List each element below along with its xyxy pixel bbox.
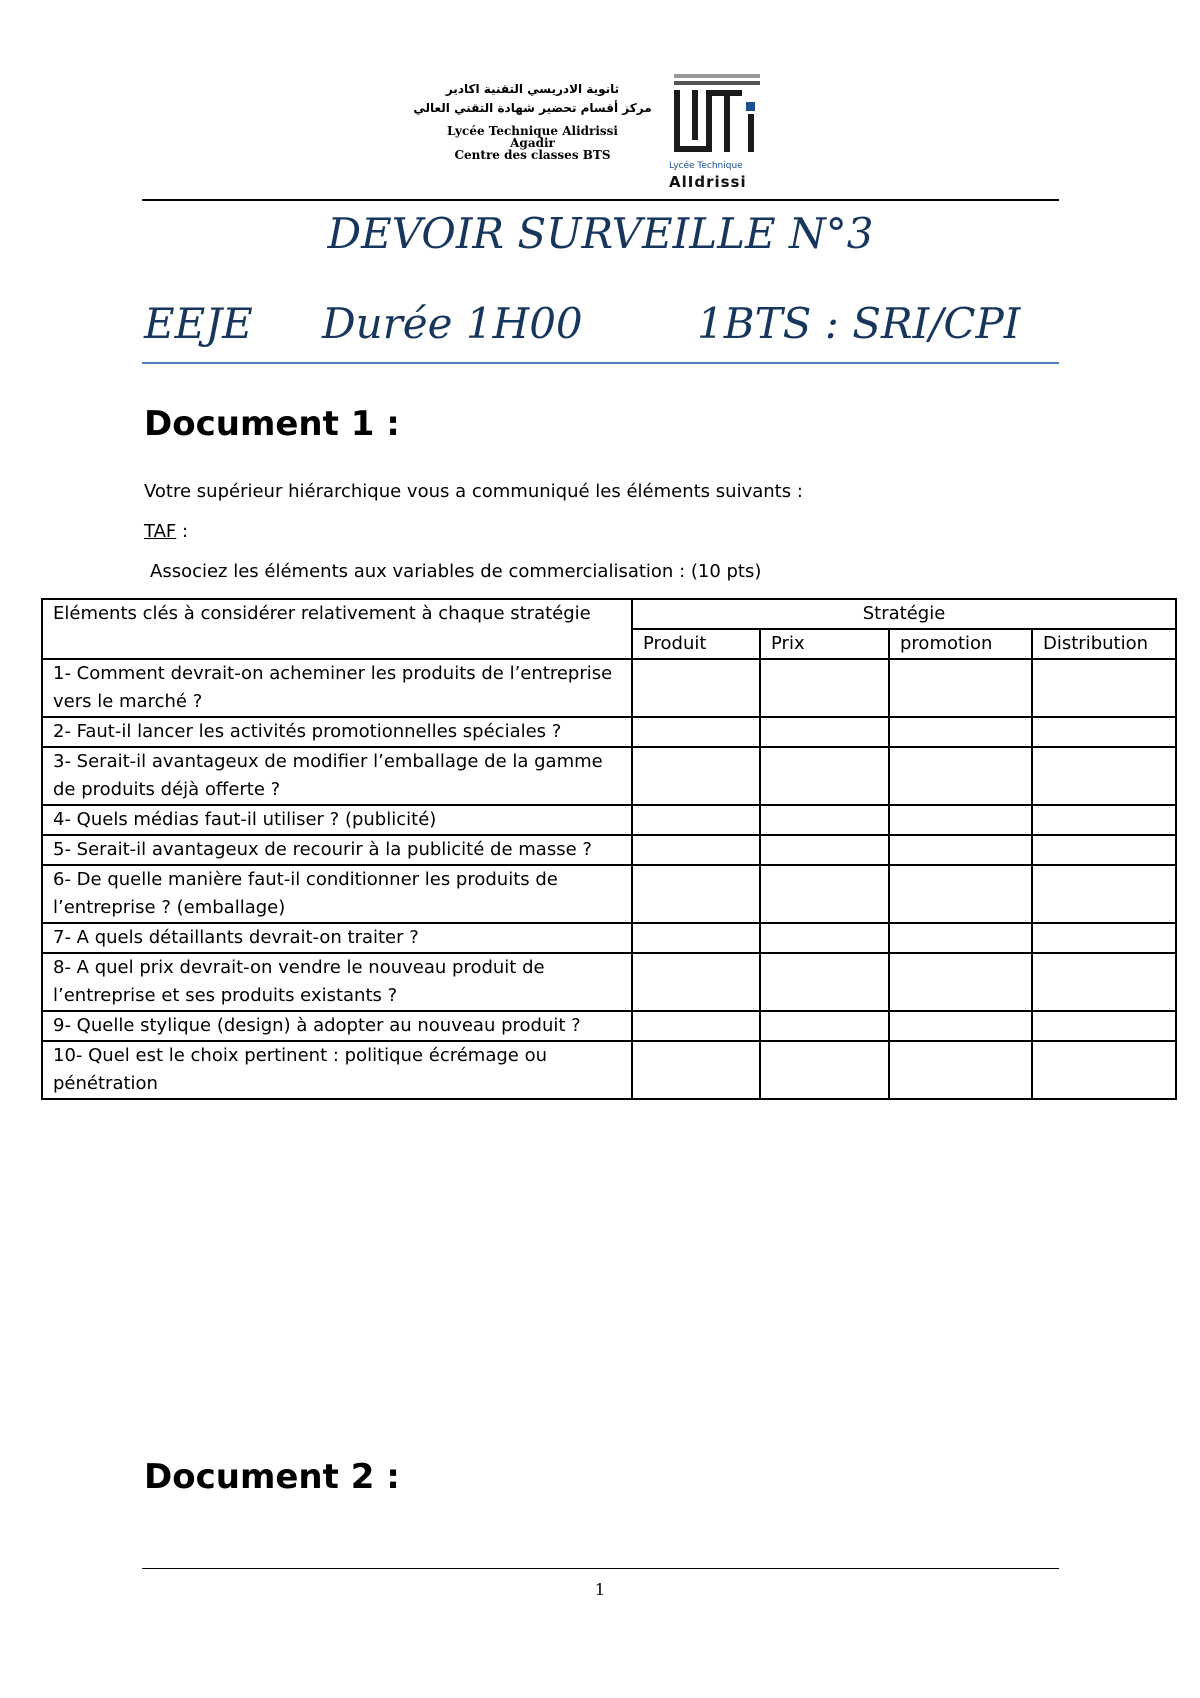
table-row [42,865,1176,923]
intro-text: Votre supérieur hiérarchique vous a communiqué les éléments suivants : [144,481,803,502]
answer-cell-prix[interactable] [760,923,889,953]
answer-cell-promotion[interactable] [889,747,1032,805]
duration-label: Durée 1H00 [322,299,583,348]
answer-cell-prix[interactable] [760,659,889,717]
strategy-header-distribution: Distribution [1032,629,1176,659]
table-row [42,747,1176,805]
title-underline [142,362,1059,364]
answer-cell-produit[interactable] [632,923,760,953]
row-question: 10- Quel est le choix pertinent : politique écrémage ou pénétration [42,1041,632,1099]
answer-cell-distribution[interactable] [1032,1041,1176,1099]
row-question: 8- A quel prix devrait-on vendre le nouveau produit de l’entreprise et ses produits existants ? [42,953,632,1011]
header-french-line-2: Agadir [510,136,555,150]
table-row [42,805,1176,835]
school-header [410,80,655,161]
table-row [42,835,1176,865]
class-label: 1BTS : SRI/CPI [697,299,1021,348]
elements-column-header: Eléments clés à considérer relativement à chaque stratégie [42,599,632,659]
taf-line [144,520,188,544]
answer-cell-distribution[interactable] [1032,747,1176,805]
answer-cell-promotion[interactable] [889,865,1032,923]
answer-cell-produit[interactable] [632,747,760,805]
page-number: 1 [594,1580,606,1599]
row-question: 5- Serait-il avantageux de recourir à la publicité de masse ? [42,835,632,865]
answer-cell-prix[interactable] [760,865,889,923]
answer-cell-distribution[interactable] [1032,835,1176,865]
answer-cell-promotion[interactable] [889,805,1032,835]
answer-cell-produit[interactable] [632,1041,760,1099]
row-question: 6- De quelle manière faut-il conditionner les produits de l’entreprise ? (emballage) [42,865,632,923]
answer-cell-promotion[interactable] [889,1011,1032,1041]
header-arabic-line-2: مركز أقسام تحضير شهادة التقني العالي [413,101,652,115]
answer-cell-produit[interactable] [632,1011,760,1041]
footer-divider [142,1568,1059,1569]
subject-label: EEJE [144,299,253,348]
answer-cell-distribution[interactable] [1032,865,1176,923]
answer-cell-prix[interactable] [760,1041,889,1099]
instruction-text: Associez les éléments aux variables de commercialisation : (10 pts) [150,561,762,582]
logo-caption: Lycée Technique [669,161,743,171]
answer-cell-promotion[interactable] [889,717,1032,747]
answer-cell-prix[interactable] [760,747,889,805]
answer-cell-promotion[interactable] [889,923,1032,953]
strategy-group-header: Stratégie [632,599,1176,629]
page-title: DEVOIR SURVEILLE N°3 [327,209,874,258]
strategy-table [41,598,1177,1100]
header-french-line-1: Lycée Technique Alidrissi [447,124,618,138]
answer-cell-produit[interactable] [632,659,760,717]
taf-suffix: : [176,521,189,542]
answer-cell-distribution[interactable] [1032,717,1176,747]
table-row [42,1041,1176,1099]
header-divider [142,199,1059,201]
answer-cell-prix[interactable] [760,805,889,835]
document-1-heading: Document 1 : [144,404,400,444]
answer-cell-promotion[interactable] [889,1041,1032,1099]
answer-cell-produit[interactable] [632,953,760,1011]
answer-cell-distribution[interactable] [1032,659,1176,717]
row-question: 4- Quels médias faut-il utiliser ? (publicité) [42,805,632,835]
table-row [42,659,1176,717]
answer-cell-distribution[interactable] [1032,923,1176,953]
answer-cell-prix[interactable] [760,1011,889,1041]
answer-cell-distribution[interactable] [1032,1011,1176,1041]
row-question: 2- Faut-il lancer les activités promotionnelles spéciales ? [42,717,632,747]
answer-cell-promotion[interactable] [889,659,1032,717]
logo-name: AlIdrissi [669,173,747,191]
table-row [42,923,1176,953]
answer-cell-produit[interactable] [632,865,760,923]
strategy-header-produit: Produit [632,629,760,659]
answer-cell-prix[interactable] [760,717,889,747]
header-french-line-3: Centre des classes BTS [454,148,611,162]
row-question: 7- A quels détaillants devrait-on traiter ? [42,923,632,953]
row-question: 3- Serait-il avantageux de modifier l’emballage de la gamme de produits déjà offerte ? [42,747,632,805]
answer-cell-distribution[interactable] [1032,953,1176,1011]
answer-cell-promotion[interactable] [889,835,1032,865]
table-row [42,953,1176,1011]
strategy-header-promotion: promotion [889,629,1032,659]
table-header-row [42,599,1176,629]
answer-cell-produit[interactable] [632,835,760,865]
taf-label: TAF [144,521,177,542]
document-2-heading: Document 2 : [144,1457,400,1497]
answer-cell-prix[interactable] [760,835,889,865]
table-row [42,717,1176,747]
answer-cell-produit[interactable] [632,805,760,835]
row-question: 1- Comment devrait-on acheminer les produits de l’entreprise vers le marché ? [42,659,632,717]
answer-cell-promotion[interactable] [889,953,1032,1011]
answer-cell-distribution[interactable] [1032,805,1176,835]
row-question: 9- Quelle stylique (design) à adopter au nouveau produit ? [42,1011,632,1041]
answer-cell-produit[interactable] [632,717,760,747]
table-row [42,1011,1176,1041]
header-arabic-line-1: ثانوية الادريسي التقنية اكادير [445,82,620,96]
strategy-header-prix: Prix [760,629,889,659]
answer-cell-prix[interactable] [760,953,889,1011]
